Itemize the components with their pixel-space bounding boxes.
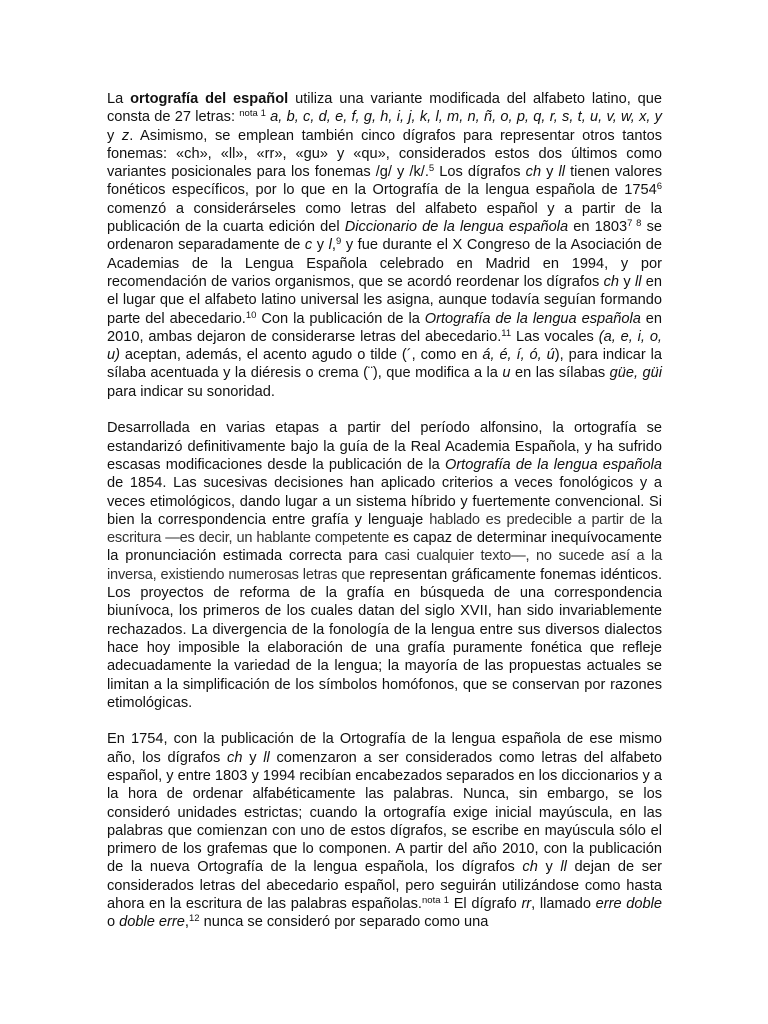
text-run: es capaz de determinar inequívocamente la pronunciación estimada correcta para [107, 530, 662, 565]
text-run: o [107, 914, 120, 931]
footnote-ref: 5 [428, 163, 435, 175]
text-run: y [619, 273, 635, 290]
text-run: casi cualquier texto—, no sucede así a la inversa, existiendo numerosas letras que [107, 548, 662, 583]
italic-run: ll [558, 164, 566, 181]
italic-run: c [304, 237, 313, 254]
text-run: , llamado [531, 896, 596, 913]
text-run: nunca se consideró por separado como una [199, 914, 489, 931]
text-run: y [242, 749, 264, 766]
text-run: dejan de ser considerados letras del abecedario español, pero seguirán utilizándose como hasta ahora en la escritura de las palabras españolas. [107, 859, 662, 913]
text-run: y [537, 859, 561, 876]
text-run: de 1854. Las sucesivas decisiones han aplicado criterios a veces fonológicos y a veces etimológicos, dando lugar a un sistema híbrido y fuertemente convencional. Si bien la correspondencia entre grafía y lenguaje [107, 475, 662, 528]
italic-run: ll [263, 749, 270, 766]
footnote-ref: 11 [501, 327, 512, 339]
bold-run: ortografía del español [130, 91, 289, 107]
italic-run: ch [525, 164, 542, 181]
text-run: se ordenaron separadamente de [107, 219, 662, 254]
text-run: representan gráficamente fonemas idénticos. Los proyectos de reforma de la grafía en búsqueda de una correspondencia biunívoca, los primeros de los cuales datan del siglo XVII, han sido invariablemente rechazados. La divergencia de la fonología de la lengua entre sus diversos dialectos hace hoy imposible la elaboración de una grafía puramente fonética que refleje adecuadamente la variedad de la lengua; la mayoría de las propuestas actuales se limitan a la simplificación de los símbolos homófonos, que se conservan por razones etimológicas. [107, 566, 663, 711]
text-run: Las vocales [511, 328, 599, 345]
footnote-ref: 10 [245, 309, 257, 321]
text-run: en las sílabas [510, 365, 610, 382]
italic-run: rr [521, 896, 532, 913]
footnote-ref: 7 8 [627, 218, 642, 230]
text-run: aceptan, además, el acento agudo o tilde (´, como en [119, 347, 483, 364]
text-run: y [107, 127, 122, 144]
italic-run: ch [227, 749, 243, 766]
italic-run: u [502, 365, 511, 382]
italic-run: Ortografía de la lengua española [444, 456, 662, 473]
italic-run: Ortografía de la lengua española [424, 310, 641, 327]
text-run: Con la publicación de la [256, 310, 425, 327]
text-run: tienen valores fonéticos específicos, por lo que en la Ortografía de la lengua española de 1754 [107, 164, 662, 199]
italic-run: a, b, c, d, e, f, g, h, i, j, k, l, m, n, ñ, o, p, q, r, s, t, u, v, w, x, y [265, 109, 662, 126]
text-run: , [184, 914, 189, 931]
text-run: en 1803 [568, 219, 628, 236]
footnote-ref: 12 [188, 913, 200, 925]
text-run: La [107, 91, 131, 107]
text-run: Desarrollada en varias etapas a partir del período alfonsino, la ortografía se estandarizó definitivamente bajo la guía de la Real Academia Española, y ha sufrido escasas modificaciones desde la publicación de la [107, 420, 662, 473]
text-run: hablado es predecible a partir de la escritura —es decir, un hablante competente [107, 511, 663, 547]
italic-run: Diccionario de la lengua española [344, 219, 569, 236]
italic-run: erre doble [595, 896, 662, 913]
text-run: Los dígrafos [434, 164, 526, 181]
paragraph-1 [107, 90, 662, 401]
footnote-ref: 9 [335, 236, 342, 248]
text-run: y fue durante el X Congreso de la Asociación de Academias de la Lengua Española celebrado en Madrid en 1994, y por recomendación de varios organismos, que se acordó reordenar los dígrafos [107, 237, 662, 290]
italic-run: ch [603, 273, 620, 290]
footnote-ref: 6 [656, 181, 662, 193]
italic-run: doble erre [119, 914, 185, 931]
italic-run: güe, güi [609, 365, 662, 382]
text-run: en el lugar que el alfabeto latino universal les asigna, aunque todavía seguían formando parte del abecedario. [107, 273, 662, 327]
text-run: para indicar su sonoridad. [107, 383, 275, 400]
paragraph-3 [107, 730, 662, 931]
italic-run: z [121, 127, 130, 144]
text-run: y [312, 237, 329, 254]
text-run: El dígrafo [449, 896, 522, 913]
italic-run: á, é, í, ó, ú [482, 347, 555, 364]
italic-run: ll [634, 273, 642, 290]
text-run: En 1754, con la publicación de la Ortografía de la lengua española de ese mismo año, los dígrafos [107, 731, 662, 766]
footnote-ref: nota 1 [422, 895, 450, 907]
text-run: en 2010, ambas dejaron de considerarse letras del abecedario. [107, 310, 662, 345]
italic-run: ch [522, 859, 538, 876]
italic-run: (a, e, i, o, u) [107, 328, 662, 364]
text-run: , [331, 237, 336, 254]
text-run: comenzó a considerárseles como letras del alfabeto español y a partir de la publicación de la cuarta edición del [107, 200, 662, 236]
paragraph-2 [107, 419, 662, 712]
footnote-ref: nota 1 [239, 108, 266, 120]
text-run: utiliza una variante modificada del alfabeto latino, que consta de 27 letras: [107, 91, 663, 126]
text-run: ), para indicar la sílaba acentuada y la diéresis o crema (¨), que modifica a la [107, 347, 662, 382]
italic-run: ll [560, 859, 567, 876]
text-run: y [541, 164, 559, 181]
italic-run: l [328, 237, 332, 254]
text-run: . Asimismo, se emplean también cinco dígrafos para representar otros tantos fonemas: «ch», «ll», «rr», «gu» y «qu», considerados estos dos últimos como variantes posicionales para los fonemas /g/ y /k/. [107, 127, 662, 181]
text-run: comenzaron a ser considerados como letras del alfabeto español, y entre 1803 y 1994 recibían encabezados separados en los diccionarios y a la hora de ordenar alfabéticamente las palabras. Nunca, sin embargo, se los consideró unidades estrictas; cuando la ortografía exige inicial mayúscula, en las palabras que comienzan con uno de estos dígrafos, se escribe en mayúscula sólo el primero de los grafemas que lo componen. A partir del año 2010, con la publicación de la nueva Ortografía de la lengua española, los dígrafos [107, 749, 662, 876]
